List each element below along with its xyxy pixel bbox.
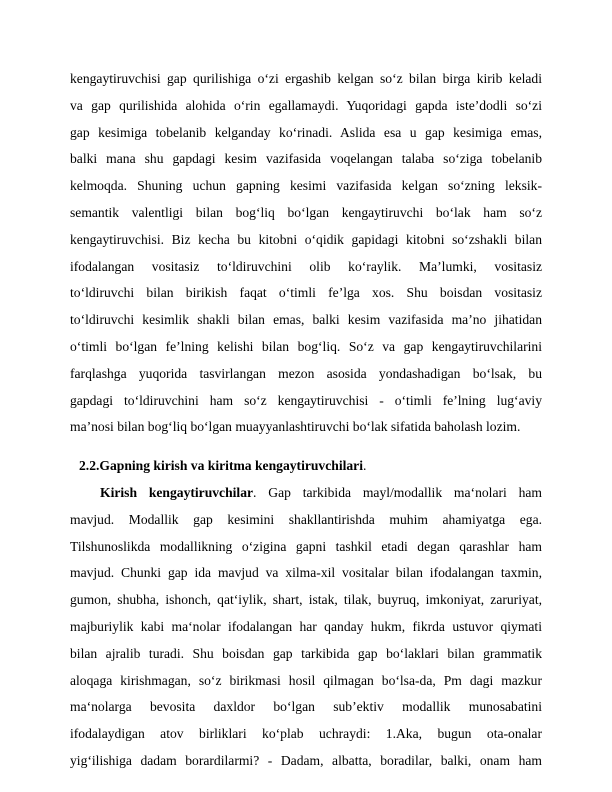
text-line: aloqaga kirishmagan, so‘z birikmasi hosil qilmagan bo‘lsa-da, Pm dagi mazkur bbox=[70, 672, 542, 688]
section-heading-text: 2.2.Gapning kirish va kiritma kengaytiruvchilari bbox=[79, 458, 363, 474]
text-line: to‘ldiruvchi kesimlik shakli bilan emas, balki kesim vazifasida ma’no jihatidan bbox=[70, 312, 542, 328]
lead-term: Kirish kengaytiruvchilar bbox=[100, 484, 254, 500]
text-line: majburiylik kabi ma‘nolar ifodalangan har qanday hukm, fikrda ustuvor qiymati bbox=[70, 618, 542, 634]
text-line: o‘timli bo‘lgan fe’lning kelishi bilan bog‘liq. So‘z va gap kengaytiruvchilarini bbox=[70, 338, 542, 354]
text-line: ma’nosi bilan bog‘liq bo‘lgan muayyanlashtiruvchi bo‘lak sifatida baholash lozim. bbox=[70, 419, 521, 435]
text-line: kelmoqda. Shuning uchun gapning kesimi vazifasida kelgan so‘zning leksik- bbox=[70, 178, 542, 194]
text-line: farqlashga yuqorida tasvirlangan mezon asosida yondashadigan bo‘lsak, bu bbox=[70, 365, 542, 381]
document-page bbox=[70, 66, 542, 775]
text-line: gumon, shubha, ishonch, qat‘iylik, shart, istak, tilak, buyruq, imkoniyat, zaruriyat, bbox=[70, 592, 542, 608]
paragraph-2 bbox=[70, 480, 542, 775]
lead-rest: . Gap tarkibida mayl/modallik ma‘nolari ham bbox=[253, 484, 542, 500]
text-line: gap kesimiga tobelanib kelganday ko‘rinadi. Aslida esa u gap kesimiga emas, bbox=[70, 124, 542, 140]
text-line: ifodalangan vositasiz to‘ldiruvchini olib ko‘raylik. Ma’lumki, vositasiz bbox=[70, 258, 542, 274]
paragraph-1 bbox=[70, 66, 542, 441]
text-line: to‘ldiruvchi bilan birikish faqat o‘timli fe’lga xos. Shu boisdan vositasiz bbox=[70, 285, 542, 301]
text-line: kengaytiruvchisi gap qurilishiga o‘zi ergashib kelgan so‘z bilan birga kirib keladi bbox=[70, 71, 542, 86]
text-line: va gap qurilishida alohida o‘rin egallamaydi. Yuqoridagi gapda iste’dodli so‘zi bbox=[70, 97, 542, 113]
text-line: ma‘nolarga bevosita daxldor bo‘lgan sub’ektiv modallik munosabatini bbox=[70, 699, 542, 715]
text-line: gapdagi to‘ldiruvchini ham so‘z kengaytiruvchisi - o‘timli fe’lning lug‘aviy bbox=[70, 392, 542, 408]
text-line: bilan ajralib turadi. Shu boisdan gap tarkibida gap bo‘laklari bilan grammatik bbox=[70, 645, 542, 661]
text-line: mavjud. Chunki gap ida mavjud va xilma-xil vositalar bilan ifodalangan taxmin, bbox=[70, 565, 542, 581]
text-line: mavjud. Modallik gap kesimini shakllantirishda muhim ahamiyatga ega. bbox=[70, 511, 542, 527]
text-line: kengaytiruvchisi. Biz kecha bu kitobni o‘qidik gapidagi kitobni so‘zshakli bilan bbox=[70, 231, 542, 247]
text-line: yig‘ilishiga dadam borardilarmi? - Dadam, albatta, boradilar, balki, onam ham bbox=[70, 752, 542, 768]
text-line: Tilshunoslikda modallikning o‘zigina gapni tashkil etadi degan qarashlar ham bbox=[70, 538, 542, 554]
text-line: semantik valentligi bilan bog‘liq bo‘lgan kengaytiruvchi bo‘lak ham so‘z bbox=[70, 204, 542, 220]
text-line: balki mana shu gapdagi kesim vazifasida voqelangan talaba so‘ziga tobelanib bbox=[70, 151, 542, 167]
text-line-lead bbox=[70, 480, 542, 507]
text-line: ifodalaydigan atov birliklari ko‘plab uchraydi: 1.Aka, bugun ota-onalar bbox=[70, 726, 542, 742]
section-heading-period: . bbox=[363, 458, 367, 474]
section-heading bbox=[70, 453, 542, 480]
